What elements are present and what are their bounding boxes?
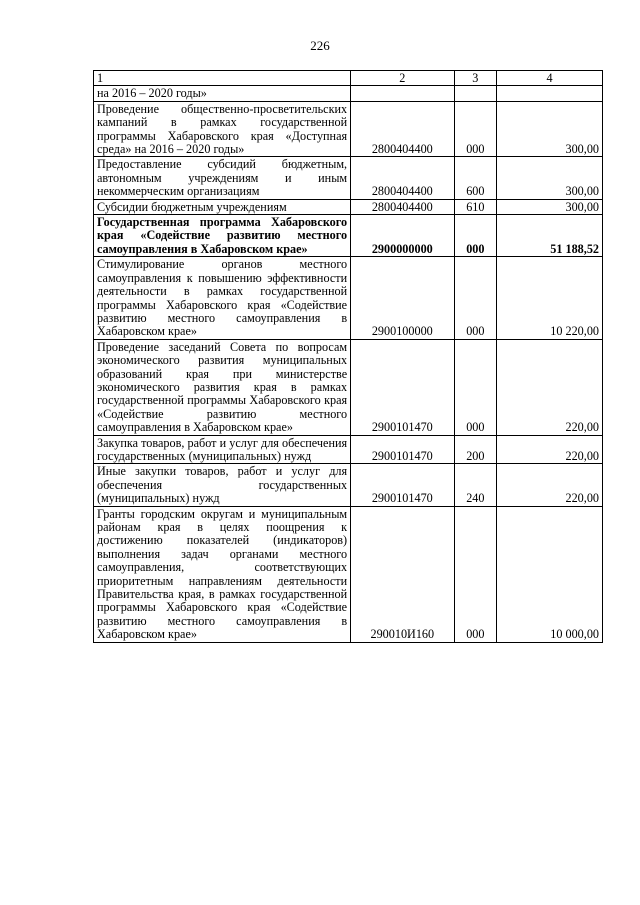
row-type-cell: 000 [454,257,497,339]
row-type-cell: 240 [454,464,497,506]
budget-table [93,70,603,643]
table-row [94,464,603,506]
row-amount-cell: 10 220,00 [497,257,603,339]
row-code-cell: 2800404400 [351,101,454,157]
row-type-cell: 000 [454,101,497,157]
row-amount-cell: 51 188,52 [497,215,603,257]
row-code-cell: 2800404400 [351,157,454,199]
column-header-2: 2 [351,71,454,86]
row-code-cell: 2900101470 [351,464,454,506]
row-name-cell: Проведение общественно-просветительских кампаний в рамках государственной программы Хабаровского края «Доступная среда» на 2016 – 2020 годы» [94,101,351,157]
table-row [94,506,603,642]
row-amount-cell: 220,00 [497,464,603,506]
row-code-cell [351,86,454,101]
row-amount-cell: 10 000,00 [497,506,603,642]
table-row [94,339,603,435]
row-code-cell: 290010И160 [351,506,454,642]
row-amount-cell: 300,00 [497,199,603,214]
row-type-cell: 610 [454,199,497,214]
row-code-cell: 2900101470 [351,435,454,464]
row-code-cell: 2900100000 [351,257,454,339]
row-name-cell: Предоставление субсидий бюджетным, автономным учреждениям и иным некоммерческим организациям [94,157,351,199]
row-amount-cell: 220,00 [497,339,603,435]
column-header-3: 3 [454,71,497,86]
row-code-cell: 2900101470 [351,339,454,435]
row-amount-cell: 220,00 [497,435,603,464]
table-row [94,199,603,214]
row-type-cell: 600 [454,157,497,199]
row-amount-cell [497,86,603,101]
row-name-cell: Стимулирование органов местного самоуправления к повышению эффективности деятельности в рамках государственной программы Хабаровского края «Содействие развитию местного самоуправления в Хабаровском крае» [94,257,351,339]
column-header-4: 4 [497,71,603,86]
table-row [94,257,603,339]
table-row [94,215,603,257]
row-name-cell: Государственная программа Хабаровского края «Содействие развитию местного самоуправления в Хабаровском крае» [94,215,351,257]
table-header-row [94,71,603,86]
row-name-cell: на 2016 – 2020 годы» [94,86,351,101]
row-name-cell: Субсидии бюджетным учреждениям [94,199,351,214]
row-amount-cell: 300,00 [497,157,603,199]
row-type-cell: 200 [454,435,497,464]
row-name-cell: Закупка товаров, работ и услуг для обеспечения государственных (муниципальных) нужд [94,435,351,464]
row-type-cell: 000 [454,339,497,435]
table-row [94,435,603,464]
table-row [94,101,603,157]
column-header-1: 1 [94,71,351,86]
table-row [94,86,603,101]
row-name-cell: Проведение заседаний Совета по вопросам экономического развития муниципальных образований края при министерстве экономического развития края в рамках государственной программы Хабаровского края «Содействие развитию местного самоуправления в Хабаровском крае» [94,339,351,435]
row-code-cell: 2800404400 [351,199,454,214]
row-type-cell [454,86,497,101]
table-row [94,157,603,199]
row-name-cell: Гранты городским округам и муниципальным районам края в целях поощрения к достижению показателей (индикаторов) выполнения задач органами местного самоуправления, соответствующих приоритетным направлениям деятельности Правительства края, в рамках государственной программы Хабаровского края «Содействие развитию местного самоуправления в Хабаровском крае» [94,506,351,642]
page-number: 226 [310,38,330,53]
row-code-cell: 2900000000 [351,215,454,257]
row-type-cell: 000 [454,506,497,642]
row-amount-cell: 300,00 [497,101,603,157]
row-type-cell: 000 [454,215,497,257]
row-name-cell: Иные закупки товаров, работ и услуг для обеспечения государственных (муниципальных) нужд [94,464,351,506]
